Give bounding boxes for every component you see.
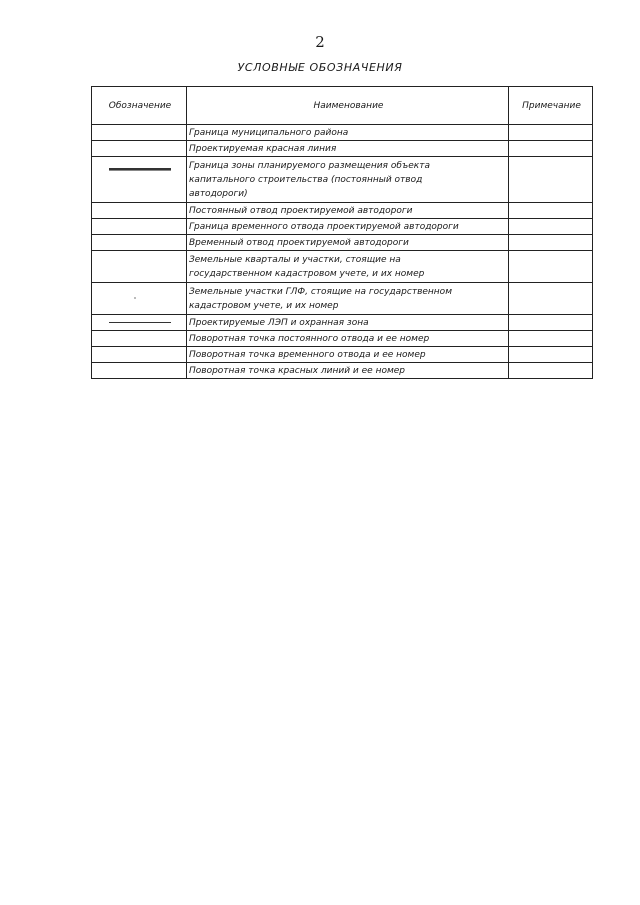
table-row (92, 315, 593, 331)
row-symbol (92, 331, 187, 347)
row-symbol (92, 347, 187, 363)
legend-rows (92, 125, 593, 379)
row-name: Земельные участки ГЛФ, стоящие на государственном кадастровом учете, и их номер (187, 283, 509, 315)
row-symbol (92, 283, 187, 315)
table-row (92, 219, 593, 235)
table-row (92, 235, 593, 251)
row-symbol (92, 157, 187, 203)
row-name: Граница временного отвода проектируемой автодороги (187, 219, 509, 235)
row-name: Граница зоны планируемого размещения объекта капитального строительства (постоянный отвод автодороги) (187, 157, 509, 203)
row-symbol (92, 219, 187, 235)
row-note (509, 251, 593, 283)
thick-boundary-line-symbol (109, 168, 171, 171)
row-symbol (92, 141, 187, 157)
row-note (509, 363, 593, 379)
row-note (509, 315, 593, 331)
row-symbol (92, 315, 187, 331)
row-note (509, 283, 593, 315)
row-symbol (92, 235, 187, 251)
table-row (92, 331, 593, 347)
table-row (92, 251, 593, 283)
row-name: Поворотная точка красных линий и ее номер (187, 363, 509, 379)
header-symbol: Обозначение (92, 87, 187, 125)
table-header-row (92, 87, 593, 125)
row-symbol (92, 363, 187, 379)
row-note (509, 347, 593, 363)
row-note (509, 125, 593, 141)
row-name: Постоянный отвод проектируемой автодороги (187, 203, 509, 219)
row-symbol (92, 251, 187, 283)
row-note (509, 203, 593, 219)
table-row (92, 203, 593, 219)
row-note (509, 235, 593, 251)
header-name: Наименование (187, 87, 509, 125)
row-name: Поворотная точка временного отвода и ее номер (187, 347, 509, 363)
legend-table (91, 86, 593, 379)
row-symbol (92, 203, 187, 219)
row-name: Временный отвод проектируемой автодороги (187, 235, 509, 251)
parcel-marker-symbol (134, 297, 136, 299)
row-note (509, 219, 593, 235)
header-note: Примечание (509, 87, 593, 125)
row-note (509, 331, 593, 347)
row-symbol (92, 125, 187, 141)
table-row (92, 363, 593, 379)
table-row (92, 141, 593, 157)
row-name: Поворотная точка постоянного отвода и ее номер (187, 331, 509, 347)
row-name: Проектируемая красная линия (187, 141, 509, 157)
table-row (92, 157, 593, 203)
table-row (92, 347, 593, 363)
row-name: Граница муниципального района (187, 125, 509, 141)
row-note (509, 141, 593, 157)
table-row (92, 125, 593, 141)
table-row (92, 283, 593, 315)
page-number: 2 (315, 33, 325, 51)
power-line-symbol (109, 322, 171, 323)
row-note (509, 157, 593, 203)
row-name: Проектируемые ЛЭП и охранная зона (187, 315, 509, 331)
page-title: УСЛОВНЫЕ ОБОЗНАЧЕНИЯ (237, 61, 403, 74)
row-name: Земельные кварталы и участки, стоящие на государственном кадастровом учете, и их номер (187, 251, 509, 283)
